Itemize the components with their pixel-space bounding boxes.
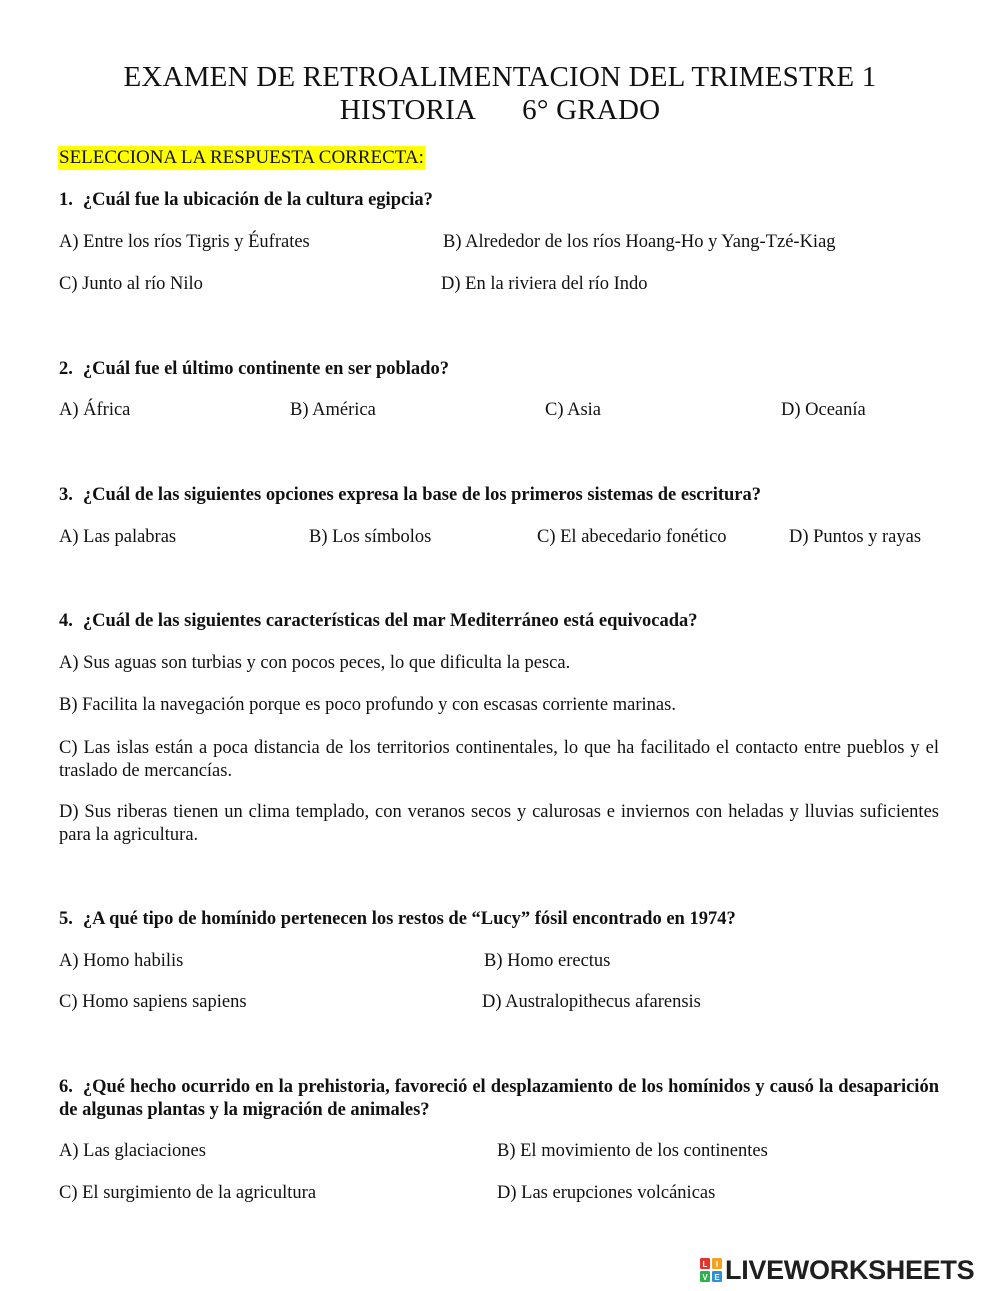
option-6c[interactable]: C) El surgimiento de la agricultura (59, 1183, 317, 1203)
option-1a[interactable]: A) Entre los ríos Tigris y Éufrates (59, 232, 310, 252)
svg-text:V: V (702, 1273, 708, 1282)
exam-title: EXAMEN DE RETROALIMENTACION DEL TRIMESTRE 1 (123, 61, 877, 93)
brand-text: LIVEWORKSHEETS (725, 1255, 975, 1285)
svg-text:I: I (715, 1260, 719, 1269)
option-3c[interactable]: C) El abecedario fonético (537, 527, 727, 547)
option-4d[interactable]: D) Sus riberas tienen un clima templado, con veranos secos y calurosas e inviernos con heladas y lluvias suficientes para la agricultura. (59, 802, 939, 845)
question-text: ¿A qué tipo de homínido pertenecen los restos de “Lucy” fósil encontrado en 1974? (82, 909, 736, 929)
question-text: ¿Qué hecho ocurrido en la prehistoria, favoreció el desplazamiento de los homínidos y causó la desaparición de algunas plantas y la migración de animales? (59, 1077, 939, 1120)
option-4c[interactable]: C) Las islas están a poca distancia de los territorios continentales, lo que ha facilitado el contacto entre pueblos y el traslado de mercancías. (59, 738, 939, 781)
question-number: 6. (59, 1077, 73, 1097)
option-3b[interactable]: B) Los símbolos (309, 527, 432, 547)
liveworksheets-icon (700, 1258, 722, 1282)
svg-text:E: E (714, 1273, 720, 1282)
question-2 (59, 358, 939, 381)
option-6d[interactable]: D) Las erupciones volcánicas (497, 1183, 716, 1203)
question-number: 5. (59, 909, 73, 929)
option-5c[interactable]: C) Homo sapiens sapiens (59, 992, 247, 1012)
svg-text:L: L (702, 1260, 708, 1269)
question-number: 1. (59, 190, 73, 210)
option-1c[interactable]: C) Junto al río Nilo (59, 274, 203, 294)
option-6b[interactable]: B) El movimiento de los continentes (497, 1141, 768, 1161)
option-6a[interactable]: A) Las glaciaciones (59, 1141, 206, 1161)
question-text: ¿Cuál fue la ubicación de la cultura egipcia? (82, 190, 433, 210)
option-3a[interactable]: A) Las palabras (59, 527, 177, 547)
option-5b[interactable]: B) Homo erectus (484, 951, 611, 971)
grade-label: 6° GRADO (522, 94, 661, 126)
option-1b[interactable]: B) Alrededor de los ríos Hoang-Ho y Yang-Tzé-Kiag (443, 232, 836, 252)
option-2d[interactable]: D) Oceanía (781, 400, 866, 420)
option-5a[interactable]: A) Homo habilis (59, 951, 184, 971)
option-4a[interactable]: A) Sus aguas son turbias y con pocos peces, lo que dificulta la pesca. (59, 653, 571, 673)
exam-subtitle (0, 94, 1000, 126)
question-number: 3. (59, 485, 73, 505)
question-text: ¿Cuál de las siguientes características del mar Mediterráneo está equivocada? (82, 611, 698, 631)
liveworksheets-logo (700, 1257, 974, 1283)
option-1d[interactable]: D) En la riviera del río Indo (441, 274, 648, 294)
question-6 (59, 1076, 939, 1122)
option-5d[interactable]: D) Australopithecus afarensis (482, 992, 701, 1012)
option-2a[interactable]: A) África (59, 400, 131, 420)
question-number: 2. (59, 359, 73, 379)
question-text: ¿Cuál de las siguientes opciones expresa la base de los primeros sistemas de escritura? (82, 485, 762, 505)
option-2b[interactable]: B) América (290, 400, 376, 420)
question-text: ¿Cuál fue el último continente en ser poblado? (82, 359, 449, 379)
question-4 (59, 610, 939, 633)
question-number: 4. (59, 611, 73, 631)
subject-label: HISTORIA (339, 94, 477, 126)
question-5 (59, 908, 939, 931)
instruction-text: SELECCIONA LA RESPUESTA CORRECTA: (59, 147, 424, 168)
question-3 (59, 484, 939, 507)
question-1 (59, 189, 939, 212)
option-2c[interactable]: C) Asia (545, 400, 602, 420)
option-4b[interactable]: B) Facilita la navegación porque es poco profundo y con escasas corriente marinas. (59, 695, 676, 715)
option-3d[interactable]: D) Puntos y rayas (789, 527, 922, 547)
